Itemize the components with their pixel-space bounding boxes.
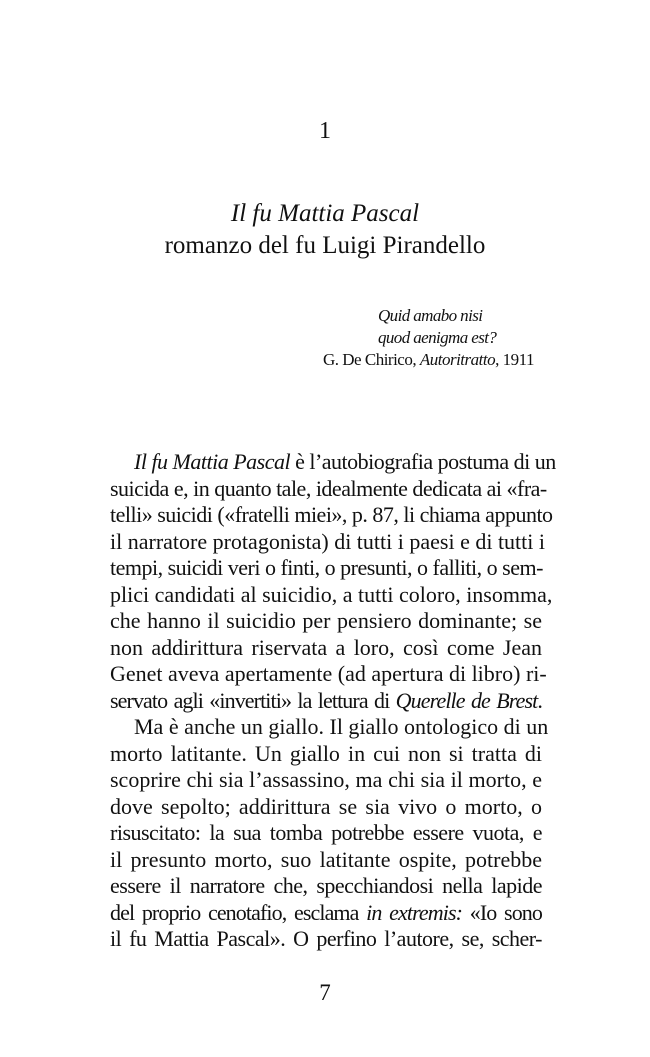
text-line: essere il narratore che, specchiandosi nella lapide [110, 873, 542, 898]
epigraph-attribution [323, 349, 544, 371]
chapter-title-block [0, 198, 650, 262]
text-span: servato agli «invertiti» la lettura di [110, 687, 396, 713]
book-subtitle: romanzo del fu Luigi Pirandello [164, 232, 486, 259]
book-title: Il fu Mattia Pascal [230, 200, 420, 227]
text-line: dove sepolto; addirittura se sia vivo o morto, o [110, 793, 542, 819]
text-line: Ma è anche un giallo. Il giallo ontologico di un [134, 714, 549, 739]
text-span: è l’autobiografia postuma di un [290, 449, 556, 474]
epigraph [323, 305, 544, 371]
text-line: non addirittura riservata a loro, così come Jean [110, 634, 542, 660]
text-line: il narratore protagonista) di tutti i paesi e di tutti i [110, 528, 546, 554]
body-text [110, 449, 556, 953]
epigraph-author: G. De Chirico, [323, 350, 420, 369]
epigraph-year: , 1911 [495, 350, 534, 369]
text-line: risuscitato: la sua tomba potrebbe essere vuota, e [110, 820, 542, 845]
inline-title: Il fu Mattia Pascal [134, 449, 291, 474]
text-span: del proprio cenotafio, esclama [110, 899, 367, 925]
epigraph-line-2: quod aenigma est? [378, 328, 497, 347]
page-number: 7 [319, 980, 331, 1005]
text-span: . [537, 687, 542, 713]
text-line: suicida e, in quanto tale, idealmente dedicata ai «fra- [110, 475, 547, 501]
chapter-number: 1 [319, 118, 331, 144]
text-line: plici candidati al suicidio, a tutti coloro, insomma, [110, 581, 553, 607]
paragraph-1 [110, 449, 556, 714]
text-line [110, 900, 542, 927]
inline-latin: in extremis: [366, 899, 463, 925]
text-line [110, 449, 556, 476]
text-line: scoprire chi sia l’assassino, ma chi sia il morto, e [110, 767, 542, 792]
text-line: che hanno il suicidio per pensiero dominante; se [110, 608, 542, 633]
text-line: il fu Mattia Pascal». O perfino l’autore, se, scher- [110, 926, 542, 951]
text-line: morto latitante. Un giallo in cui non si tratta di [110, 740, 542, 766]
epigraph-line-1: Quid amabo nisi [378, 306, 483, 325]
inline-title: Querelle de Brest [395, 687, 538, 713]
text-line: telli» suicidi («fratelli miei», p. 87, li chiama appunto [110, 502, 553, 527]
text-line [110, 688, 542, 715]
text-line: Genet aveva apertamente (ad apertura di libro) ri- [110, 661, 547, 686]
paragraph-2 [110, 714, 549, 953]
text-line: tempi, suicidi veri o finti, o presunti, o falliti, o sem- [110, 555, 543, 580]
text-line: il presunto morto, suo latitante ospite, potrebbe [110, 846, 542, 872]
epigraph-work: Autoritratto [419, 350, 496, 369]
text-span: «Io sono [462, 899, 542, 925]
